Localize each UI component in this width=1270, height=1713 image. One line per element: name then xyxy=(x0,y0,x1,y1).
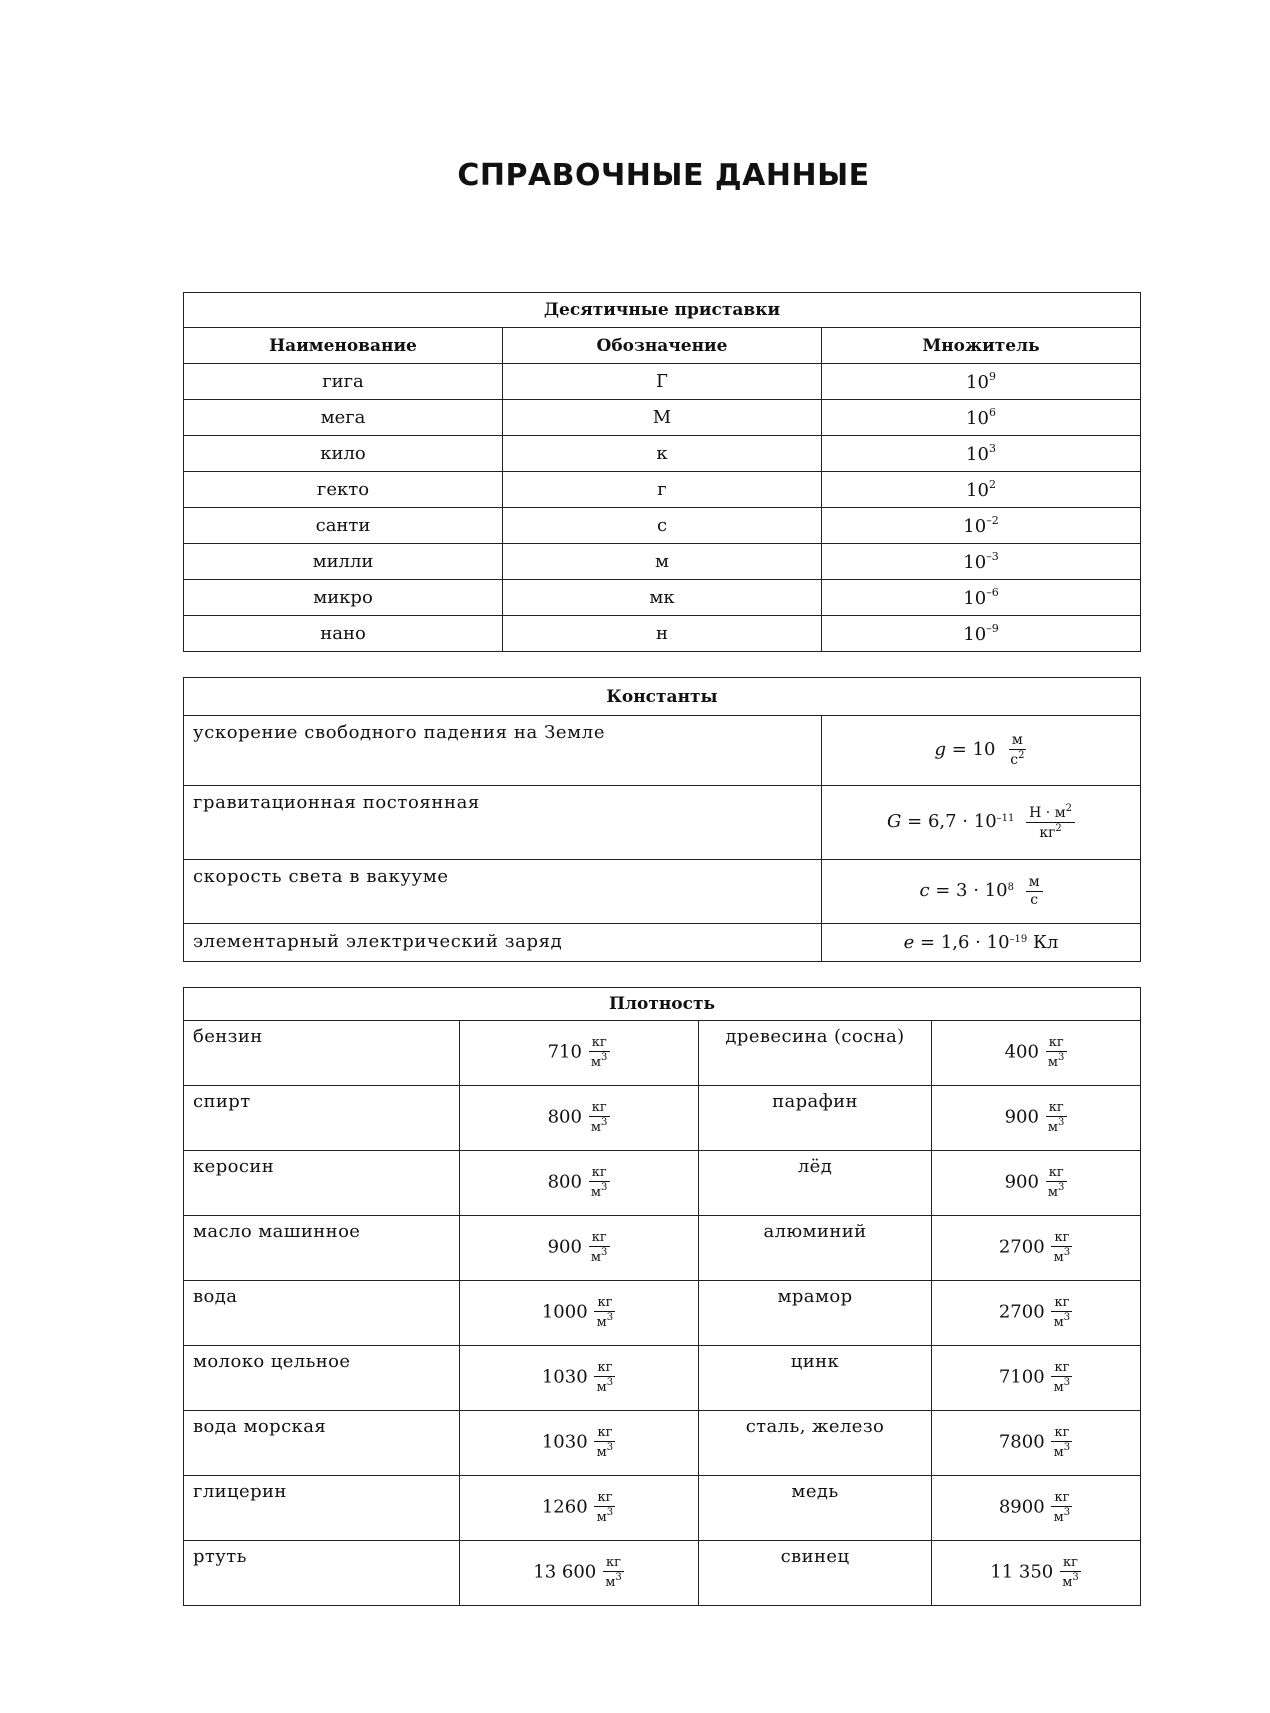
constant-value-g xyxy=(822,716,1141,786)
prefix-multiplier: $10^6$ xyxy=(822,400,1141,436)
unit-numerator: кг xyxy=(594,1296,615,1312)
density-value: 710 xyxy=(547,1042,582,1063)
substance-name: масло машинное xyxy=(184,1216,460,1281)
unit-denominator: $м^3$ xyxy=(596,1442,614,1460)
prefix-symbol: мк xyxy=(503,580,822,616)
density-value-cell xyxy=(460,1151,699,1216)
constant-equation: = 3 · 10 xyxy=(929,880,1008,902)
unit-denominator: $м^3$ xyxy=(590,1052,608,1070)
constant-symbol: g xyxy=(934,739,947,761)
prefix-name: гекто xyxy=(184,472,503,508)
unit-fraction xyxy=(1045,1101,1068,1134)
density-value-cell xyxy=(932,1476,1141,1541)
unit-denominator: $м^3$ xyxy=(590,1182,608,1200)
prefix-name: нано xyxy=(184,616,503,652)
unit-numerator: кг xyxy=(594,1361,615,1377)
unit-fraction xyxy=(594,1296,617,1329)
prefix-name: санти xyxy=(184,508,503,544)
density-table xyxy=(183,987,1141,1606)
substance-name: древесина (сосна) xyxy=(699,1021,932,1086)
unit-fraction xyxy=(1051,1491,1074,1524)
substance-name: вода морская xyxy=(184,1411,460,1476)
substance-name: мрамор xyxy=(699,1281,932,1346)
constant-exponent: –11 xyxy=(996,813,1015,825)
unit-fraction xyxy=(1026,875,1043,907)
unit-fraction xyxy=(1045,1166,1068,1199)
table-row xyxy=(184,364,1141,400)
prefix-multiplier: $10^9$ xyxy=(822,364,1141,400)
unit-numerator: кг xyxy=(1046,1101,1067,1117)
substance-name: сталь, железо xyxy=(699,1411,932,1476)
unit-denominator: $м^3$ xyxy=(596,1312,614,1330)
unit-fraction xyxy=(588,1101,611,1134)
unit-numerator: кг xyxy=(1046,1036,1067,1052)
unit-denominator: $м^3$ xyxy=(596,1377,614,1395)
unit-numerator: кг xyxy=(594,1426,615,1442)
prefix-name: мега xyxy=(184,400,503,436)
density-value-cell xyxy=(932,1346,1141,1411)
density-value-cell xyxy=(460,1281,699,1346)
density-value-cell xyxy=(932,1411,1141,1476)
density-value: 900 xyxy=(1004,1172,1039,1193)
density-rows xyxy=(184,1021,1141,1606)
unit-numerator: кг xyxy=(1051,1426,1072,1442)
constant-equation: = 6,7 · 10 xyxy=(901,811,997,833)
substance-name: спирт xyxy=(184,1086,460,1151)
unit-numerator: кг xyxy=(1051,1231,1072,1247)
density-value-cell xyxy=(932,1151,1141,1216)
column-header-name: Наименование xyxy=(184,328,503,364)
table-row xyxy=(184,1541,1141,1606)
density-value: 400 xyxy=(1004,1042,1039,1063)
unit-fraction xyxy=(1045,1036,1068,1069)
density-value: 1260 xyxy=(541,1497,588,1518)
density-value: 1000 xyxy=(541,1302,588,1323)
table-row xyxy=(184,1151,1141,1216)
unit-fraction xyxy=(594,1491,617,1524)
density-value-cell xyxy=(460,1411,699,1476)
prefix-name: гига xyxy=(184,364,503,400)
density-value: 8900 xyxy=(998,1497,1045,1518)
density-value: 1030 xyxy=(541,1432,588,1453)
prefix-name: микро xyxy=(184,580,503,616)
density-value-cell xyxy=(932,1216,1141,1281)
prefix-table xyxy=(183,292,1141,652)
unit-denominator: $м^3$ xyxy=(1053,1312,1071,1330)
constant-name-g: ускорение свободного падения на Земле xyxy=(184,716,822,786)
density-value: 800 xyxy=(547,1107,582,1128)
prefix-symbol: к xyxy=(503,436,822,472)
prefix-symbol: с xyxy=(503,508,822,544)
unit-numerator: кг xyxy=(594,1491,615,1507)
table-row xyxy=(184,1086,1141,1151)
density-value-cell xyxy=(460,1216,699,1281)
substance-name: молоко цельное xyxy=(184,1346,460,1411)
prefix-symbol: м xyxy=(503,544,822,580)
unit-denominator: $м^3$ xyxy=(1053,1442,1071,1460)
constant-value-e xyxy=(822,924,1141,962)
constant-name-e: элементарный электрический заряд xyxy=(184,924,822,962)
density-value: 2700 xyxy=(998,1302,1045,1323)
column-header-multiplier: Множитель xyxy=(822,328,1141,364)
constant-exponent: 8 xyxy=(1007,882,1014,894)
constant-name-G: гравитационная постоянная xyxy=(184,786,822,860)
constant-value-c xyxy=(822,860,1141,924)
prefix-symbol: Г xyxy=(503,364,822,400)
unit-denominator: $м^3$ xyxy=(1053,1377,1071,1395)
constant-unit: Кл xyxy=(1027,932,1059,953)
unit-denominator: $м^3$ xyxy=(1062,1572,1079,1590)
density-value: 11 350 xyxy=(990,1562,1054,1583)
constant-symbol: c xyxy=(919,880,930,902)
density-value-cell xyxy=(460,1541,699,1606)
substance-name: лёд xyxy=(699,1151,932,1216)
prefix-name: кило xyxy=(184,436,503,472)
constant-value-G xyxy=(822,786,1141,860)
substance-name: цинк xyxy=(699,1346,932,1411)
unit-numerator: кг xyxy=(589,1231,610,1247)
unit-numerator: кг xyxy=(589,1101,610,1117)
constant-equation: = 10 xyxy=(946,739,996,761)
unit-denominator: $м^3$ xyxy=(596,1507,614,1525)
prefix-rows xyxy=(184,364,1141,652)
unit-fraction xyxy=(588,1166,611,1199)
density-value: 1030 xyxy=(541,1367,588,1388)
substance-name: свинец xyxy=(699,1541,932,1606)
unit-numerator: кг xyxy=(589,1166,610,1182)
unit-denominator: $кг^2$ xyxy=(1039,823,1062,841)
table-row xyxy=(184,1346,1141,1411)
unit-fraction xyxy=(1007,733,1027,767)
unit-fraction xyxy=(1051,1231,1074,1264)
density-value-cell xyxy=(932,1021,1141,1086)
constant-exponent: –19 xyxy=(1009,934,1028,945)
density-value-cell xyxy=(460,1021,699,1086)
prefix-multiplier: $10^{-6}$ xyxy=(822,580,1141,616)
density-value-cell xyxy=(932,1541,1141,1606)
unit-fraction xyxy=(594,1426,617,1459)
unit-fraction xyxy=(1051,1361,1074,1394)
unit-denominator: $м^3$ xyxy=(1053,1507,1071,1525)
unit-numerator: кг xyxy=(1051,1296,1072,1312)
unit-fraction xyxy=(588,1036,611,1069)
unit-fraction xyxy=(1059,1556,1082,1589)
table-row xyxy=(184,544,1141,580)
substance-name: керосин xyxy=(184,1151,460,1216)
density-value: 800 xyxy=(547,1172,582,1193)
unit-denominator: $м^3$ xyxy=(590,1247,608,1265)
density-value: 2700 xyxy=(998,1237,1045,1258)
unit-denominator: $м^3$ xyxy=(1047,1182,1065,1200)
density-value: 900 xyxy=(1004,1107,1039,1128)
unit-numerator: $Н \cdot м^2$ xyxy=(1026,804,1075,823)
table-row xyxy=(184,400,1141,436)
unit-numerator: кг xyxy=(1051,1491,1072,1507)
prefix-symbol: н xyxy=(503,616,822,652)
prefix-multiplier: $10^{-2}$ xyxy=(822,508,1141,544)
density-value: 7100 xyxy=(998,1367,1045,1388)
table-row xyxy=(184,616,1141,652)
unit-numerator: кг xyxy=(589,1036,610,1052)
substance-name: вода xyxy=(184,1281,460,1346)
prefix-symbol: г xyxy=(503,472,822,508)
unit-denominator: $м^3$ xyxy=(1053,1247,1071,1265)
unit-fraction xyxy=(1026,804,1075,840)
unit-numerator: кг xyxy=(603,1556,624,1572)
prefix-multiplier: $10^{-3}$ xyxy=(822,544,1141,580)
unit-denominator: $м^3$ xyxy=(1047,1052,1065,1070)
unit-denominator: с xyxy=(1030,892,1039,908)
unit-fraction xyxy=(602,1556,625,1589)
density-value-cell xyxy=(460,1086,699,1151)
prefix-name: милли xyxy=(184,544,503,580)
substance-name: алюминий xyxy=(699,1216,932,1281)
unit-numerator: кг xyxy=(1046,1166,1067,1182)
density-table-caption: Плотность xyxy=(184,988,1141,1021)
table-row xyxy=(184,1476,1141,1541)
unit-fraction xyxy=(1051,1426,1074,1459)
prefix-multiplier: $10^3$ xyxy=(822,436,1141,472)
unit-numerator: кг xyxy=(1051,1361,1072,1377)
prefix-multiplier: $10^{-9}$ xyxy=(822,616,1141,652)
unit-numerator: м xyxy=(1026,875,1043,892)
constant-symbol: e xyxy=(903,932,915,953)
substance-name: ртуть xyxy=(184,1541,460,1606)
column-header-symbol: Обозначение xyxy=(503,328,822,364)
unit-denominator: $м^3$ xyxy=(1047,1117,1065,1135)
unit-denominator: $с^2$ xyxy=(1010,750,1025,768)
density-value: 13 600 xyxy=(533,1562,597,1583)
unit-denominator: $м^3$ xyxy=(605,1572,622,1590)
constant-symbol: G xyxy=(887,811,902,833)
table-row xyxy=(184,580,1141,616)
unit-numerator: м xyxy=(1009,733,1026,750)
density-value: 900 xyxy=(547,1237,582,1258)
constant-name-c: скорость света в вакууме xyxy=(184,860,822,924)
prefix-symbol: М xyxy=(503,400,822,436)
substance-name: бензин xyxy=(184,1021,460,1086)
density-value-cell xyxy=(460,1346,699,1411)
unit-fraction xyxy=(588,1231,611,1264)
unit-fraction xyxy=(594,1361,617,1394)
table-row xyxy=(184,1411,1141,1476)
substance-name: парафин xyxy=(699,1086,932,1151)
prefix-table-caption: Десятичные приставки xyxy=(184,293,1141,328)
unit-denominator: $м^3$ xyxy=(590,1117,608,1135)
constants-table-caption: Константы xyxy=(184,678,1141,716)
table-row xyxy=(184,508,1141,544)
table-row xyxy=(184,1281,1141,1346)
substance-name: медь xyxy=(699,1476,932,1541)
unit-numerator: кг xyxy=(1060,1556,1081,1572)
density-value-cell xyxy=(460,1476,699,1541)
table-row xyxy=(184,1021,1141,1086)
table-row xyxy=(184,472,1141,508)
density-value: 7800 xyxy=(998,1432,1045,1453)
density-value-cell xyxy=(932,1281,1141,1346)
constants-table xyxy=(183,677,1141,962)
table-row xyxy=(184,1216,1141,1281)
unit-fraction xyxy=(1051,1296,1074,1329)
density-value-cell xyxy=(932,1086,1141,1151)
substance-name: глицерин xyxy=(184,1476,460,1541)
constant-equation: = 1,6 · 10 xyxy=(914,932,1010,953)
page-title: СПРАВОЧНЫЕ ДАННЫЕ xyxy=(457,158,870,193)
table-row xyxy=(184,436,1141,472)
prefix-multiplier: $10^2$ xyxy=(822,472,1141,508)
